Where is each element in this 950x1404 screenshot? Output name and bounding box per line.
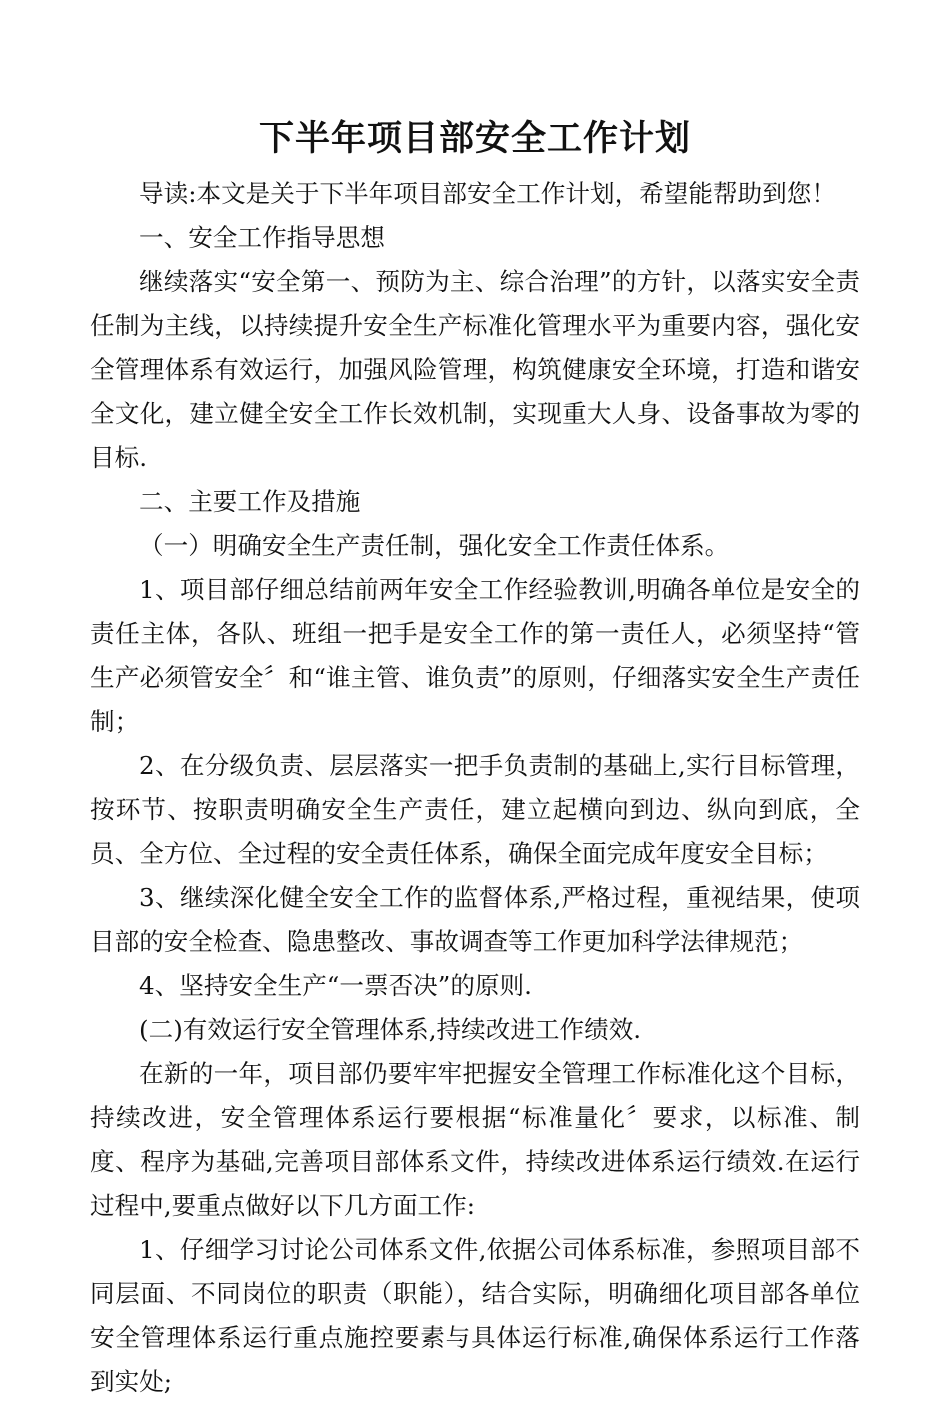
list-item: 1、仔细学习讨论公司体系文件,依据公司体系标准，参照项目部不同层面、不同岗位的职责（职能），结合实际，明确细化项目部各单位安全管理体系运行重点施控要素与具体运行标准,确保体系运行工作落到实处; xyxy=(90,1235,860,1396)
list-item: 3、继续深化健全安全工作的监督体系,严格过程，重视结果，使项目部的安全检查、隐患整改、事故调查等工作更加科学法律规范； xyxy=(90,883,860,956)
document-body xyxy=(90,172,860,1404)
list-item: 4、坚持安全生产“一票否决”的原则. xyxy=(139,971,532,1000)
list-item: 2、在分级负责、层层落实一把手负责制的基础上,实行目标管理，按环节、按职责明确安全生产责任，建立起横向到边、纵向到底，全员、全方位、全过程的安全责任体系，确保全面完成年度安全目标； xyxy=(90,751,860,868)
list-item: 1、项目部仔细总结前两年安全工作经验教训,明确各单位是安全的责任主体，各队、班组一把手是安全工作的第一责任人，必须坚持“管生产必须管安全〞和“谁主管、谁负责”的原则，仔细落实安全生产责任制； xyxy=(90,575,860,736)
subsection-heading: （一）明确安全生产责任制，强化安全工作责任体系。 xyxy=(139,531,730,560)
document-title: 下半年项目部安全工作计划 xyxy=(258,119,691,159)
intro-paragraph: 导读:本文是关于下半年项目部安全工作计划，希望能帮助到您！ xyxy=(139,179,836,208)
body-paragraph: 在新的一年，项目部仍要牢牢把握安全管理工作标准化这个目标，持续改进，安全管理体系运行要根据“标准量化〞要求，以标准、制度、程序为基础,完善项目部体系文件，持续改进体系运行绩效.在运行过程中,要重点做好以下几方面工作: xyxy=(90,1059,860,1220)
section-heading-guiding-thought: 一、安全工作指导思想 xyxy=(139,223,385,252)
section-heading-main-work: 二、主要工作及措施 xyxy=(139,487,361,516)
body-paragraph: 继续落实“安全第一、预防为主、综合治理”的方针，以落实安全责任制为主线，以持续提升安全生产标准化管理水平为重要内容，强化安全管理体系有效运行，加强风险管理，构筑健康安全环境，打造和谐安全文化，建立健全安全工作长效机制，实现重大人身、设备事故为零的目标. xyxy=(90,267,860,472)
subsection-heading: (二)有效运行安全管理体系,持续改进工作绩效. xyxy=(139,1015,642,1044)
